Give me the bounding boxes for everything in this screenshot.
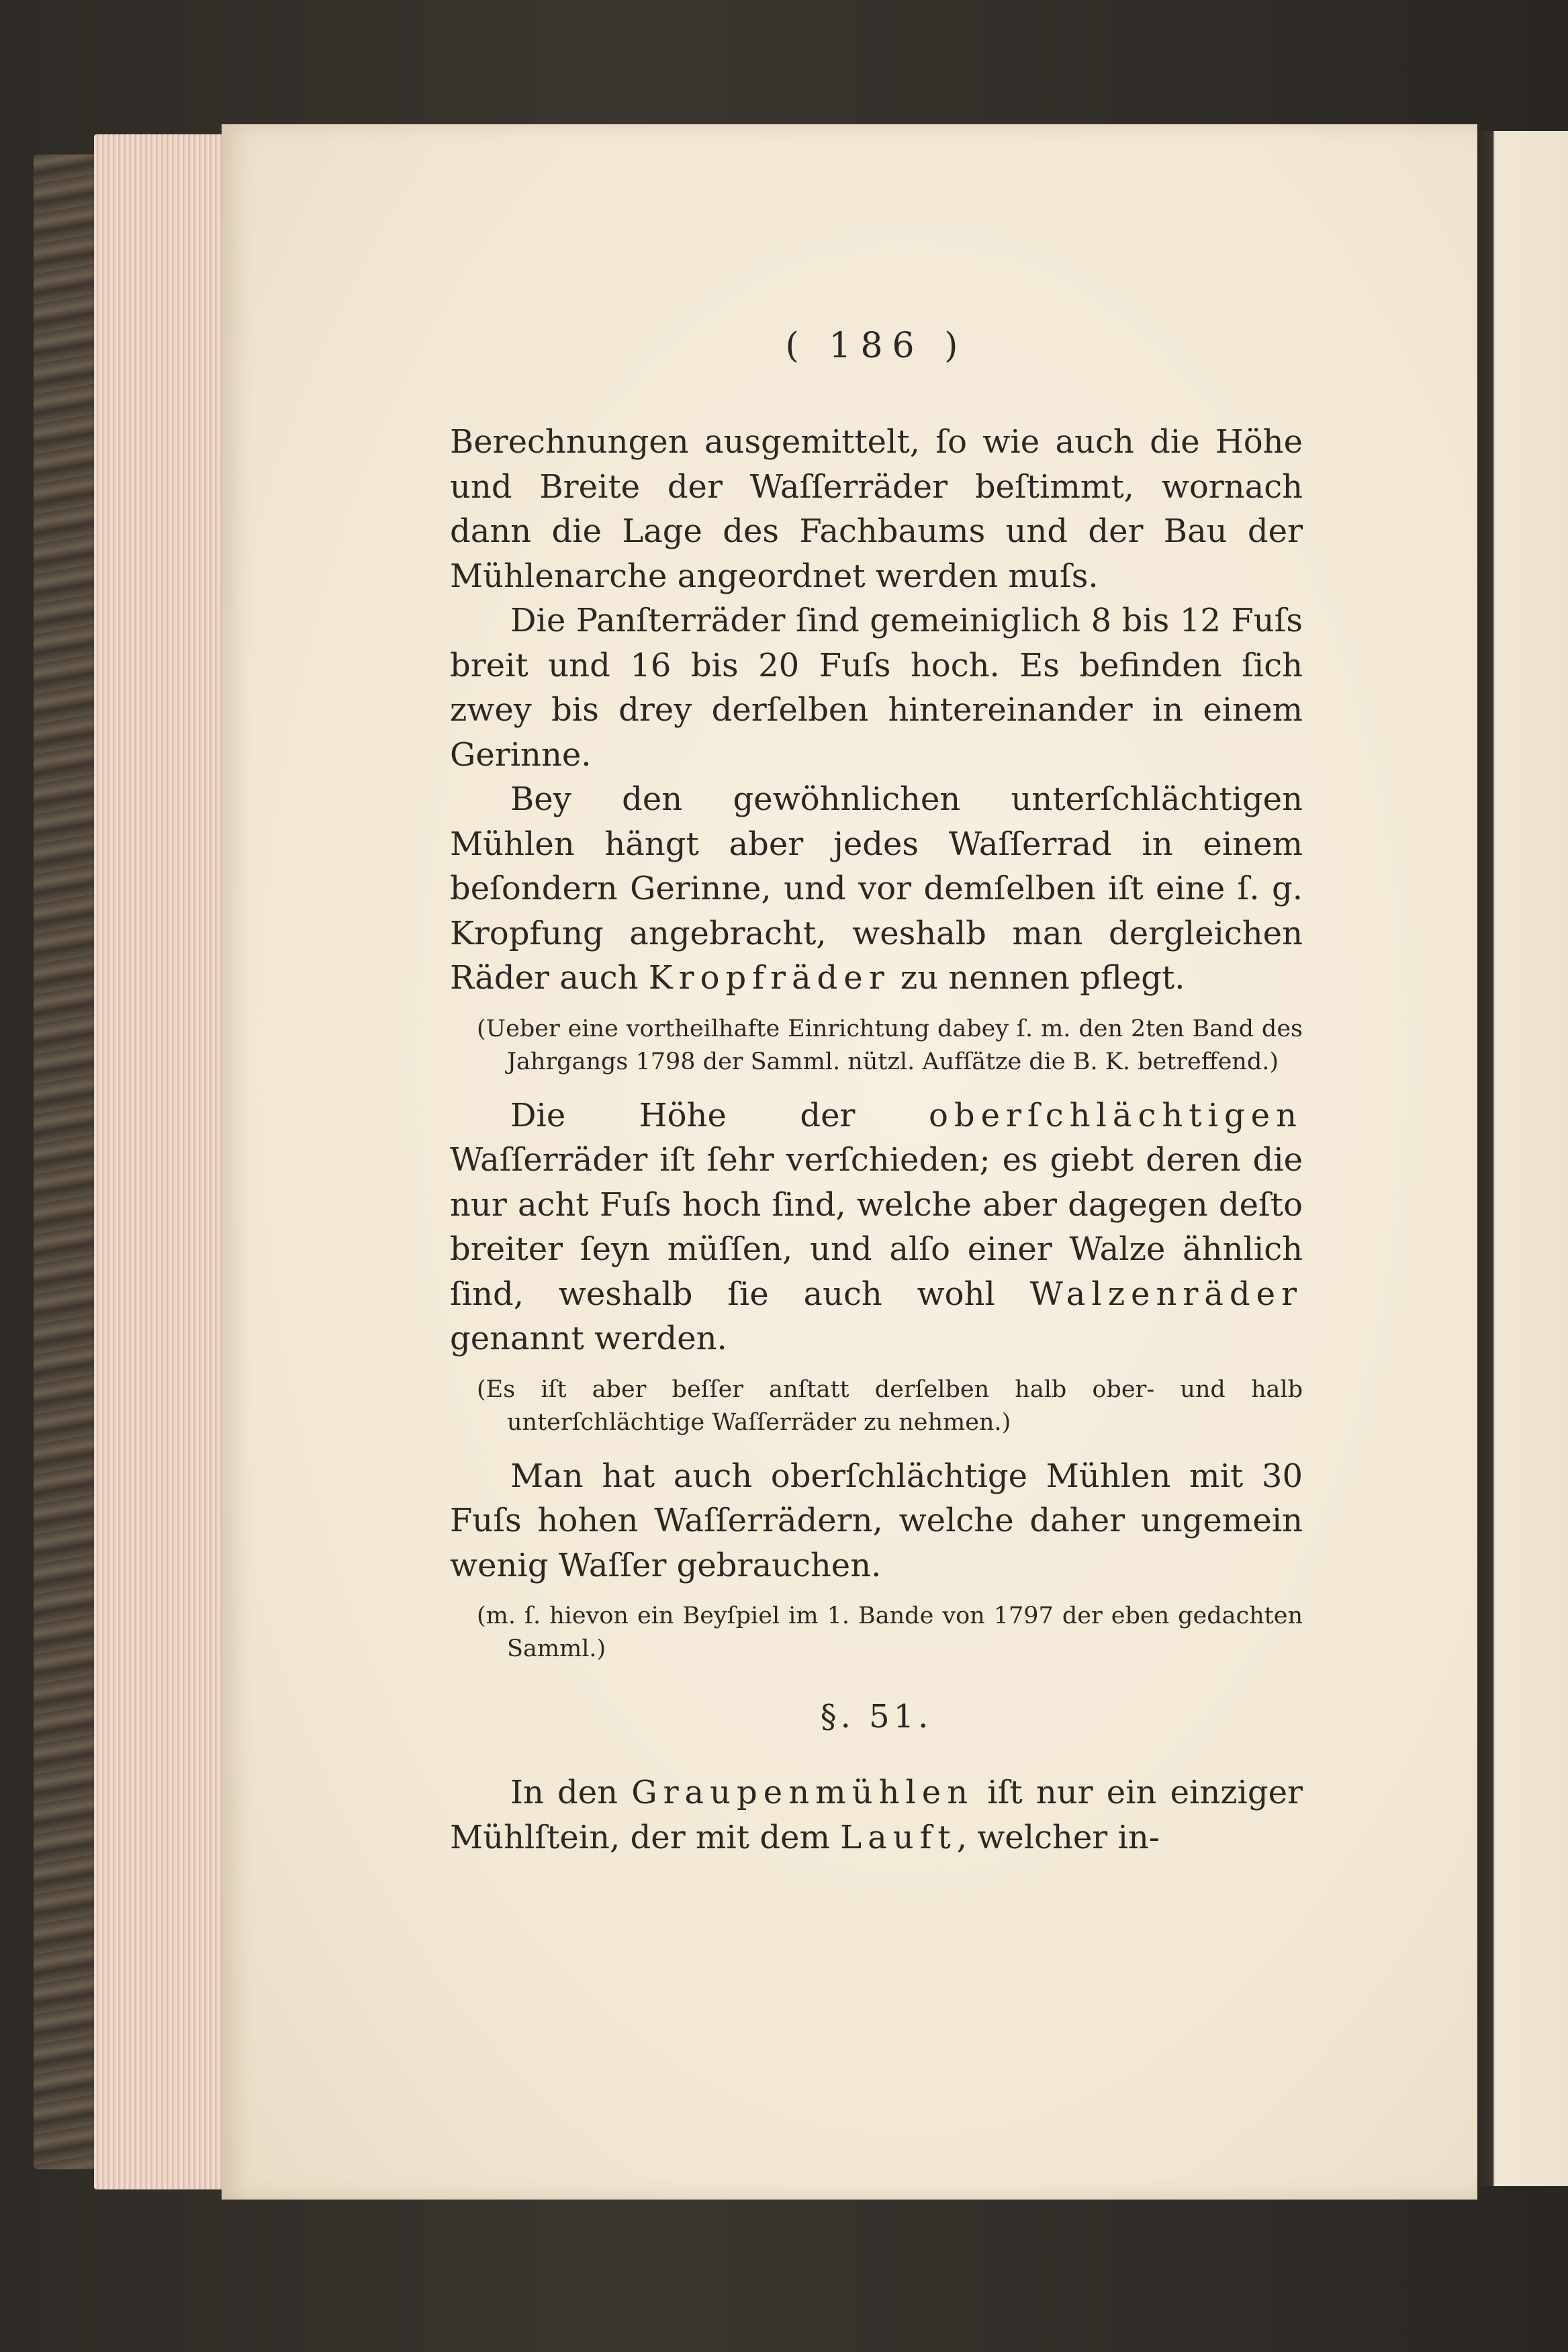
term-graupenmuehlen: Graupenmühlen (631, 1774, 974, 1811)
paragraph-3 (450, 777, 1303, 1001)
paragraph-6 (450, 1770, 1303, 1860)
paragraph-6-text-b: iſt nur ein einziger Mühlſtein, der mit dem (450, 1774, 1303, 1856)
paragraph-6-text-c: , welcher in- (956, 1818, 1160, 1856)
term-kropfraeder: Kropfräder (648, 959, 890, 997)
footnote-3: (m. ſ. hievon ein Beyſpiel im 1. Bande von 1797 der eben gedachten Samml.) (477, 1602, 1303, 1662)
paragraph-3-text-a: Bey den gewöhnlichen unterſchlächtigen Mühlen hängt aber jedes Waſſerrad in einem beſondern Gerinne, und vor demſelben iſt eine ſ. g. Kropfung angebracht, weshalb man dergleichen Räder auch (450, 780, 1303, 997)
paragraph-3-text-b: zu nennen pflegt. (900, 959, 1185, 997)
paragraph-5: Man hat auch oberſchlächtige Mühlen mit 30 Fuſs hohen Waſſerrädern, welche daher ungemein wenig Waſſer gebrauchen. (450, 1457, 1303, 1584)
term-oberschlaechtigen: oberſchlächtigen (929, 1096, 1303, 1134)
page-edges (94, 134, 228, 2189)
term-walzenraeder: Walzenräder (1029, 1275, 1303, 1313)
page-number: ( 186 ) (785, 326, 968, 366)
section-heading: §. 51. (820, 1698, 933, 1735)
paragraph-4-text-c: genannt werden. (450, 1320, 727, 1357)
paragraph-2: Die Panſterräder ſind gemeiniglich 8 bis 12 Fuſs breit und 16 bis 20 Fuſs hoch. Es befinden ſich zwey bis drey derſelben hintereinander in einem Gerinne. (450, 602, 1303, 774)
page-body (450, 420, 1303, 1860)
footnote-2: (Es iſt aber beſſer anſtatt derſelben halb ober- und halb unterſchlächtige Waſſerräder zu nehmen.) (477, 1375, 1303, 1436)
book-cover-marbled (34, 154, 101, 2169)
term-lauft: Lauft (840, 1818, 957, 1856)
paragraph-4 (450, 1093, 1303, 1361)
paragraph-1: Berechnungen ausgemittelt, ſo wie auch die Höhe und Breite der Waſſerräder beſtimmt, wornach dann die Lage des Fachbaums und der Bau der Mühlenarche angeordnet werden muſs. (450, 423, 1303, 595)
adjacent-page-edge (1474, 131, 1568, 2186)
paragraph-4-text-a: Die Höhe der (510, 1096, 856, 1134)
footnote-1: (Ueber eine vortheilhafte Einrichtung dabey ſ. m. den 2ten Band des Jahrgangs 1798 der Samml. nützl. Aufſätze die B. K. betreffend.) (477, 1015, 1303, 1075)
paragraph-4-text-b: Waſſerräder iſt ſehr verſchieden; es giebt deren die nur acht Fuſs hoch ſind, welche aber dagegen deſto breiter ſeyn müſſen, und alſo einer Walze ähnlich ſind, weshalb ſie auch wohl (450, 1141, 1303, 1313)
paragraph-6-text-a: In den (510, 1774, 618, 1811)
